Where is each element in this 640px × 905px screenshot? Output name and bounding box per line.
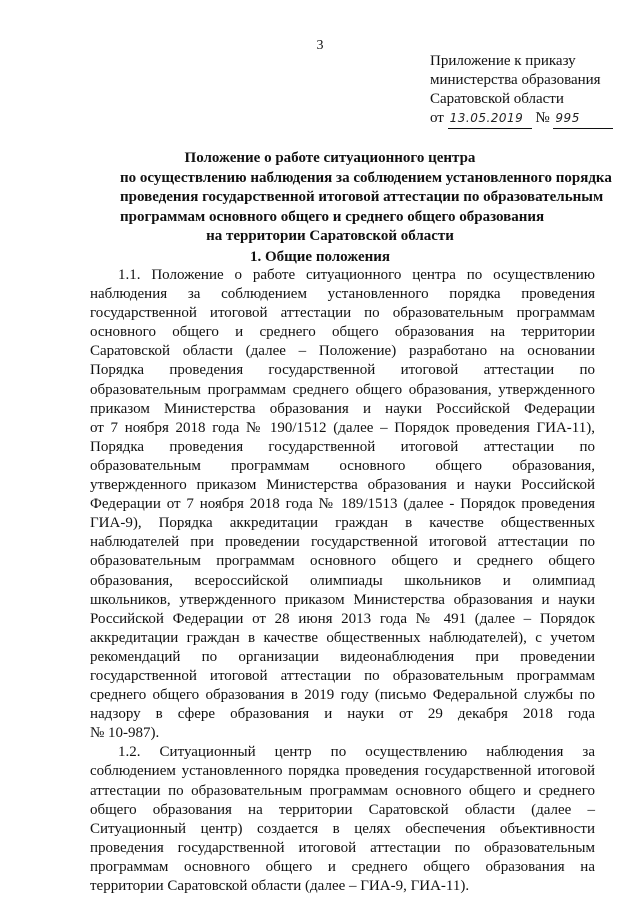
appendix-line: министерства образования [430,72,601,88]
title-line: программам основного общего и среднего общего образования [120,208,545,225]
text-line: надзору в сфере образования и науки от 29 декабря 2018 года [90,706,595,723]
text-line: Порядка проведения государственной итоговой аттестации по [90,362,595,379]
document-title [120,149,612,247]
page-number: 3 [316,38,324,53]
text-line: соблюдением установленного порядка проведения государственной итоговой [90,763,595,780]
title-line: по осуществлению наблюдения за соблюдением установленного порядка [120,169,612,186]
number-label: № [535,110,550,126]
text-line: наблюдателей при проведении государственной итоговой аттестации по [90,534,595,551]
text-line: ГИА-9), Порядка аккредитации граждан в качестве общественных [90,515,595,532]
text-line: государственной итоговой аттестации по образовательным программам [90,305,595,322]
text-line: аккредитации граждан в качестве общественных наблюдателей), с учетом [90,629,595,646]
text-line: общего образования на территории Саратовской области (далее – [90,801,595,818]
text-line: образовательным программам среднего общего образования, утвержденного [90,381,595,398]
text-line: среднего общего образования в 2019 году (письмо Федеральной службы по [90,687,595,704]
text-line: Ситуационный центр) создается в целях обеспечения объективности [90,820,595,837]
text-line: № 10-987). [90,725,160,742]
text-line: 1.2. Ситуационный центр по осуществлению наблюдения за [118,744,595,761]
text-line: программам основного общего и среднего общего образования на [90,858,595,875]
paragraph-1-2 [90,743,595,896]
title-line: проведения государственной итоговой аттестации по образовательным [120,189,604,205]
text-line: проведения государственной итоговой аттестации по образовательным [90,839,595,856]
text-line: образования, всероссийской олимпиады школьников и олимпиад [90,572,595,589]
text-line: образовательным программам основного общего образования, [90,457,595,474]
text-line: приказом Министерства образования и науки Российской Федерации [90,400,595,417]
handwritten-date: 13.05.2019 [448,109,532,129]
text-line: основного общего и среднего общего образования на территории [90,324,595,341]
text-line: рекомендаций по организации видеонаблюдения при проведении [90,648,595,665]
ot-label: от [430,110,444,126]
text-line: от 7 ноября 2018 года № 190/1512 (далее – Порядок проведения ГИА-11), [90,419,595,436]
title-line: Положение о работе ситуационного центра [184,150,476,166]
order-date-line [430,109,613,129]
title-line: на территории Саратовской области [206,228,454,244]
text-line: Саратовской области (далее – Положение) разработано на основании [90,343,595,360]
text-line: Федерации от 7 ноября 2018 года № 189/1513 (далее - Порядок проведения [90,496,595,513]
text-line: Российской Федерации от 28 июня 2013 года № 491 (далее – Порядок [90,610,595,627]
text-line: школьников, утвержденного приказом Министерства образования и науки [90,591,595,608]
text-line: аттестации по образовательным программам основного общего и среднего [90,782,595,799]
section-heading: 1. Общие положения [249,249,391,265]
handwritten-number: 995 [553,109,613,129]
paragraph-1-1 [90,266,595,743]
appendix-line: Приложение к приказу [430,53,576,69]
text-line: 1.1. Положение о работе ситуационного центра по осуществлению [118,267,595,283]
text-line: Порядка проведения государственной итоговой аттестации по [90,438,595,455]
text-line: государственной итоговой аттестации по образовательным программам [90,667,595,684]
text-line: территории Саратовской области (далее – ГИА-9, ГИА-11). [90,878,470,894]
appendix-line: Саратовской области [430,91,564,107]
appendix-header [430,52,613,129]
document-body [90,266,595,896]
text-line: утвержденного приказом Министерства образования и науки Российской [90,477,595,494]
text-line: образовательным программам основного общего и среднего общего [90,553,595,570]
text-line: наблюдения за соблюдением установленного порядка проведения [90,286,595,303]
